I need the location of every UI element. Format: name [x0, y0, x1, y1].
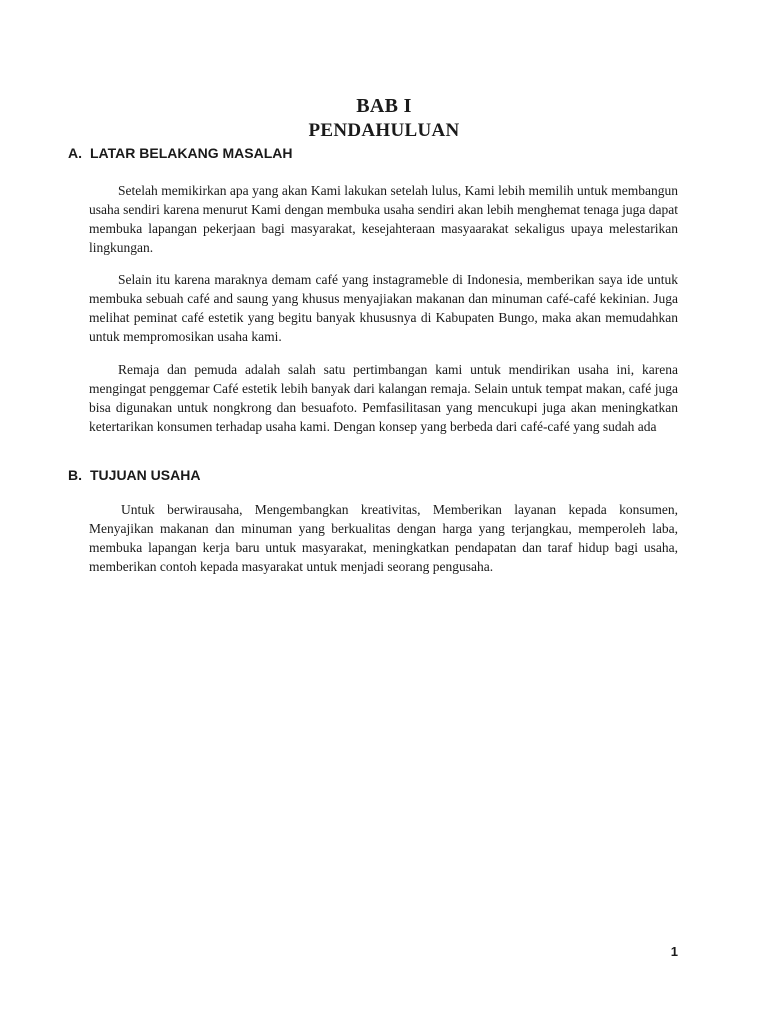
section-heading-text: TUJUAN USAHA: [90, 467, 201, 483]
paragraph: Remaja dan pemuda adalah salah satu pertimbangan kami untuk mendirikan usaha ini, karena mengingat penggemar Café estetik lebih banyak dari kalangan remaja. Selain untuk tempat makan, café juga bisa digunakan untuk nongkrong dan besuafoto. Pemfasilitasan yang mencukupi juga akan meningkatkan ketertarikan konsumen terhadap usaha kami. Dengan konsep yang berbeda dari café-café yang sudah ada: [89, 362, 678, 434]
paragraph: Setelah memikirkan apa yang akan Kami lakukan setelah lulus, Kami lebih memilih untuk membangun usaha sendiri karena menurut Kami dengan membuka usaha sendiri akan lebih menghemat tenaga juga dapat membuka lapangan pekerjaan bagi masyarakat, kesejahteraan masyaarakat sekaligus upaya melestarikan lingkungan.: [89, 183, 678, 255]
section-heading-a: [68, 145, 292, 161]
section-marker: A.: [68, 145, 82, 161]
chapter-number: BAB I: [356, 95, 412, 117]
section-heading-b: [68, 467, 200, 483]
paragraph: Untuk berwirausaha, Mengembangkan kreativitas, Memberikan layanan kepada konsumen, Menyajikan makanan dan minuman yang berkualitas dengan harga yang terjangkau, memperoleh laba, membuka lapangan kerja baru untuk masyarakat, meningkatkan pendapatan dan taraf hidup bagi usaha, memberikan contoh kepada masyarakat untuk menjadi seorang pengusaha.: [89, 502, 678, 574]
section-marker: B.: [68, 467, 82, 483]
section-heading-text: LATAR BELAKANG MASALAH: [90, 145, 293, 161]
paragraph: Selain itu karena maraknya demam café yang instagrameble di Indonesia, memberikan saya ide untuk membuka sebuah café and saung yang khusus menyajiakan makanan dan minuman café-café kekinian. Juga melihat peminat café estetik yang begitu banyak khususnya di Kabupaten Bungo, maka akan memudahkan untuk mempromosikan usaha kami.: [89, 272, 678, 344]
chapter-title: PENDAHULUAN: [308, 120, 460, 141]
page-number: 1: [670, 944, 678, 959]
